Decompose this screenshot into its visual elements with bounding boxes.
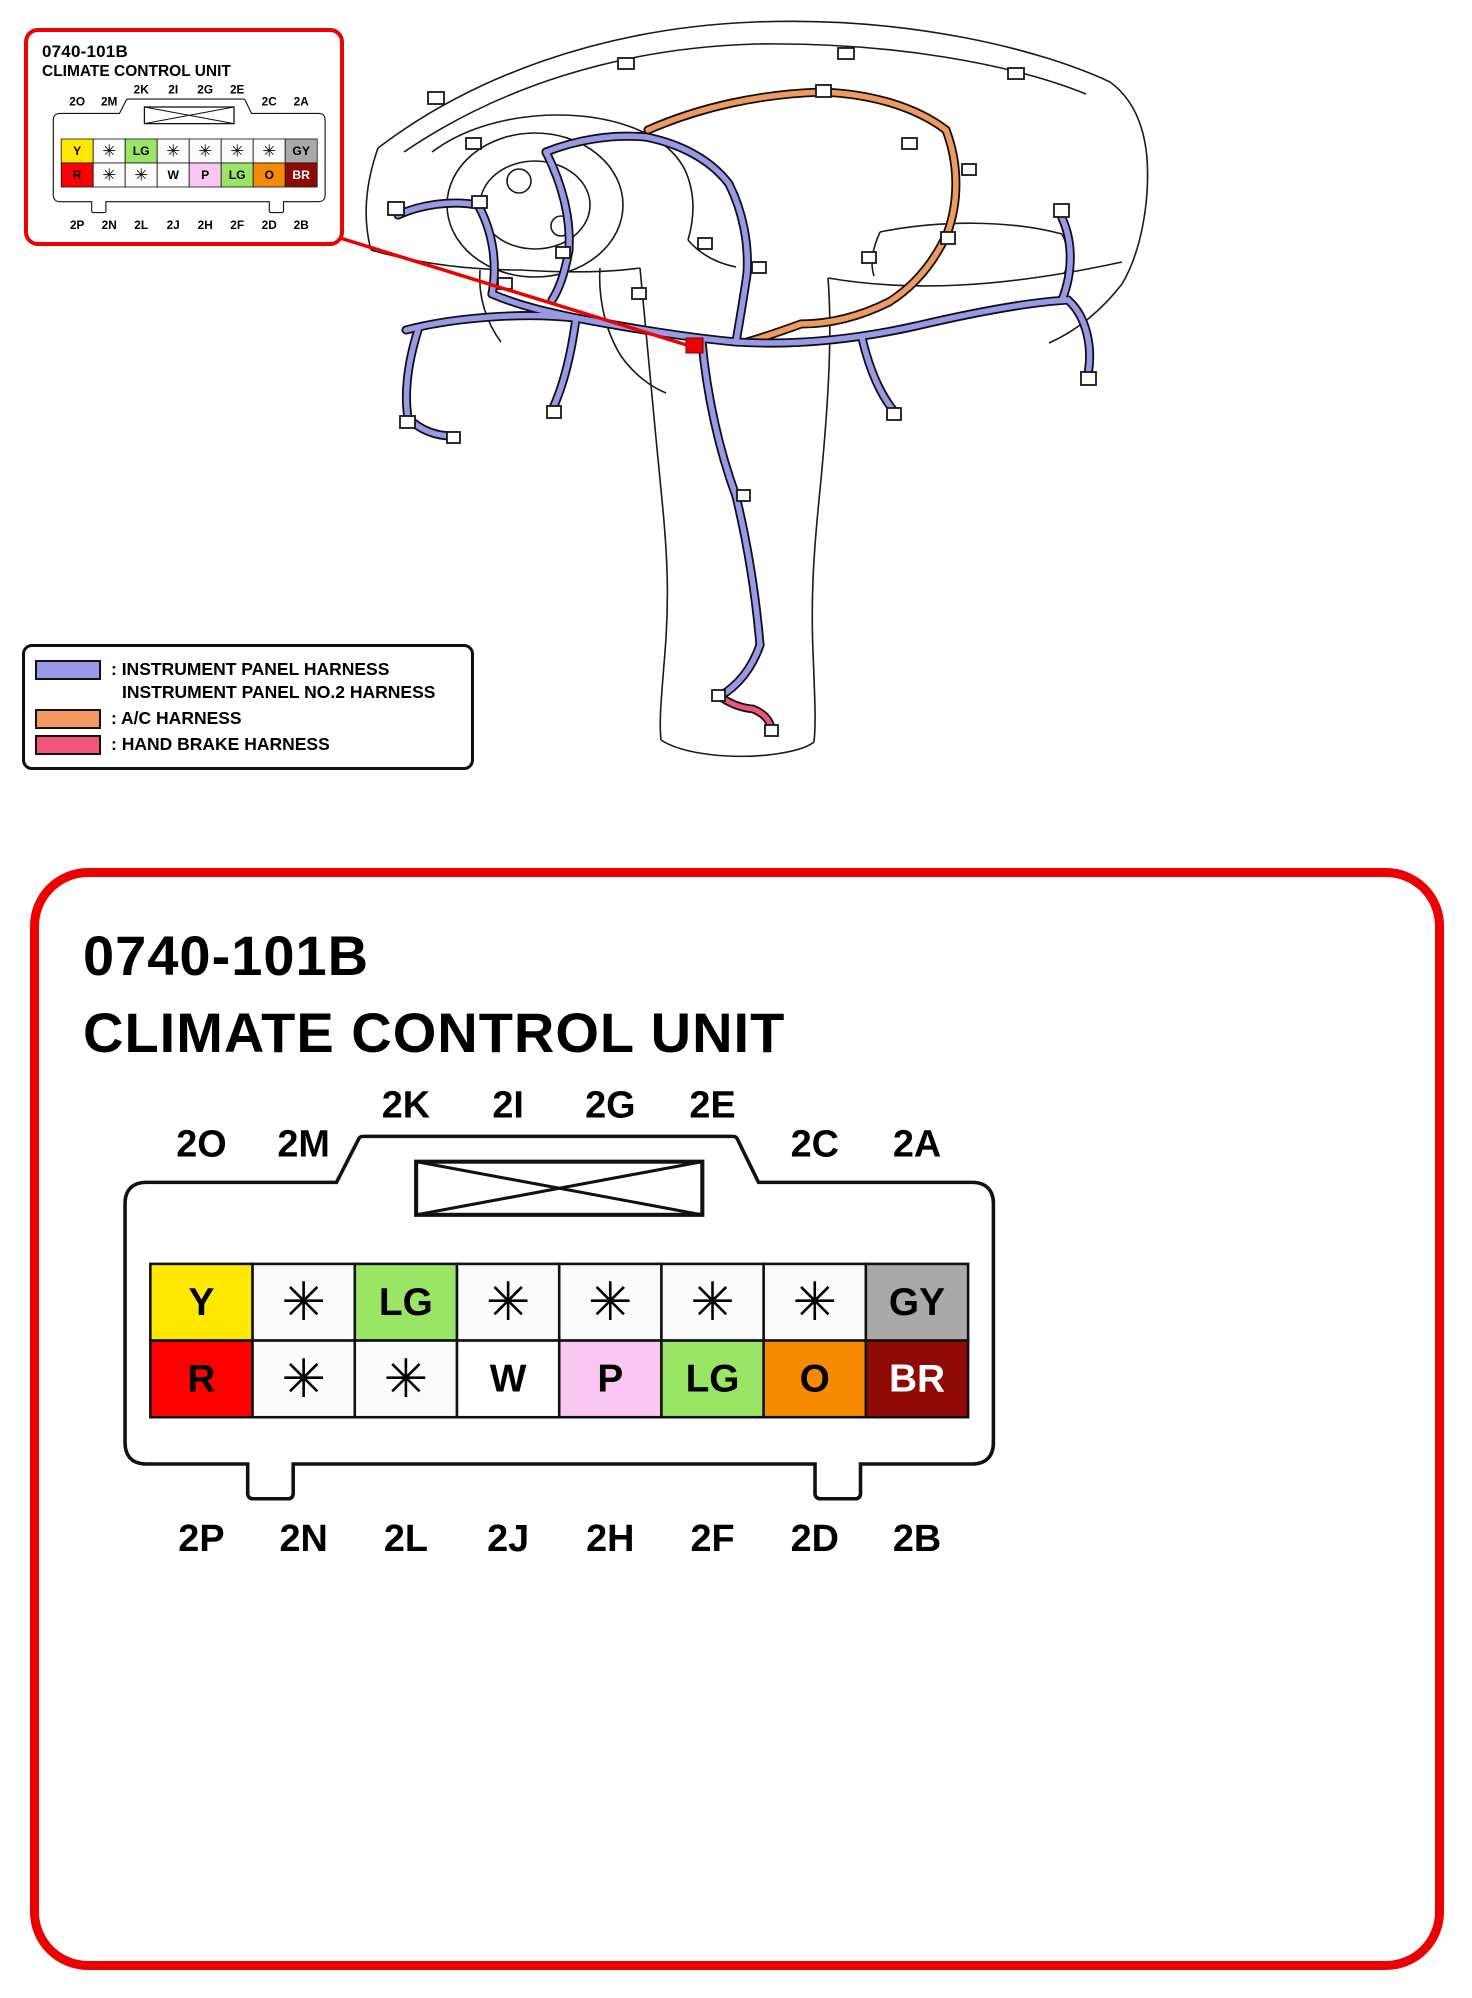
pin-label-top: 2C xyxy=(790,1123,839,1166)
pin-label-top: 2O xyxy=(176,1123,227,1166)
legend-item xyxy=(35,707,461,730)
pin-label-bottom: 2L xyxy=(134,217,149,232)
pin-label-top: 2I xyxy=(492,1085,524,1127)
pin-cell-label: ✳ xyxy=(134,165,149,185)
pin-label-top: 2E xyxy=(229,83,245,97)
pin-cell-label: O xyxy=(264,167,274,182)
pin-cell-label: LG xyxy=(685,1357,740,1401)
pin-label-bottom: 2H xyxy=(197,217,213,232)
legend-label: : INSTRUMENT PANEL HARNESS xyxy=(111,659,390,679)
pin-cell-label: R xyxy=(187,1357,216,1401)
pin-cell-label: Y xyxy=(73,143,82,158)
callout-connector-box xyxy=(24,28,344,246)
ac-harness-paths-outline xyxy=(648,92,956,342)
pin-cell-label: ✳ xyxy=(588,1271,633,1334)
callout-leader-line xyxy=(340,238,690,346)
pin-label-top: 2I xyxy=(168,83,179,97)
pin-label-top: 2A xyxy=(892,1123,942,1166)
pin-cell-label: ✳ xyxy=(281,1347,326,1410)
pin-label-bottom: 2P xyxy=(69,217,85,232)
pin-cell-label: O xyxy=(799,1357,830,1401)
instrument-panel-harness-paths xyxy=(398,136,1090,696)
pin-cell-label: ✳ xyxy=(166,141,181,161)
instrument-panel-harness-paths-outline xyxy=(398,136,1090,696)
pin-cell-label: P xyxy=(597,1357,624,1401)
connector-markers xyxy=(388,48,1096,736)
pin-cell-label: LG xyxy=(378,1280,433,1324)
legend-swatch xyxy=(35,660,101,680)
pin-label-bottom: 2P xyxy=(178,1518,225,1561)
pin-cell-label: ✳ xyxy=(690,1271,735,1334)
pin-label-bottom: 2N xyxy=(101,217,117,232)
pin-label-top: 2K xyxy=(133,83,149,97)
connector-pinout-diagram xyxy=(89,1085,1009,1565)
pin-label-bottom: 2D xyxy=(790,1518,839,1561)
pin-label-top: 2M xyxy=(100,94,118,109)
legend-item xyxy=(35,658,461,704)
legend-label: : HAND BRAKE HARNESS xyxy=(111,734,330,754)
pin-label-bottom: 2D xyxy=(261,217,277,232)
pin-label-bottom: 2B xyxy=(293,217,309,232)
pin-cell-label: BR xyxy=(888,1357,946,1401)
pin-label-top: 2G xyxy=(585,1085,636,1127)
pin-label-top: 2A xyxy=(293,94,309,109)
pin-label-top: 2G xyxy=(197,83,214,97)
pin-label-top: 2E xyxy=(689,1085,736,1127)
pin-cell-label: BR xyxy=(292,167,310,182)
pin-label-bottom: 2F xyxy=(690,1518,735,1561)
pin-label-bottom: 2H xyxy=(586,1518,635,1561)
pin-cell-label: ✳ xyxy=(792,1271,838,1334)
connector-highlight-marker xyxy=(686,338,703,353)
pin-cell-label: GY xyxy=(888,1280,946,1324)
pin-cell-label: ✳ xyxy=(281,1271,326,1334)
legend-label: INSTRUMENT PANEL NO.2 HARNESS xyxy=(122,682,436,702)
callout-connector-code: 0740-101B xyxy=(42,42,128,61)
dashboard-outline xyxy=(366,21,1147,756)
pin-cell-label: ✳ xyxy=(230,141,245,161)
pin-label-bottom: 2J xyxy=(166,217,180,232)
pin-cell-label: LG xyxy=(132,143,150,158)
pin-label-bottom: 2B xyxy=(892,1518,942,1561)
pin-label-top: 2O xyxy=(69,94,86,109)
pin-cell-label: ✳ xyxy=(102,141,117,161)
connector-code: 0740-101B xyxy=(83,924,370,987)
pin-label-bottom: 2N xyxy=(279,1518,328,1561)
pin-label-top: 2M xyxy=(277,1123,330,1166)
pin-label-top: 2K xyxy=(381,1085,431,1127)
pin-cell-label: ✳ xyxy=(102,165,117,185)
pin-cell-label: W xyxy=(167,167,179,182)
connector-title: CLIMATE CONTROL UNIT xyxy=(83,1001,786,1064)
pin-label-top: 2C xyxy=(261,94,277,109)
harness-legend xyxy=(22,644,474,770)
legend-swatch xyxy=(35,735,101,755)
legend-label: : A/C HARNESS xyxy=(111,708,242,728)
pin-cell-label: Y xyxy=(188,1280,215,1324)
legend-swatch xyxy=(35,709,101,729)
pin-cell-label: ✳ xyxy=(485,1271,531,1334)
connector-pinout-diagram-mini xyxy=(42,83,330,233)
pin-cell-label: LG xyxy=(228,167,246,182)
callout-connector-title: CLIMATE CONTROL UNIT xyxy=(42,63,231,80)
pin-label-bottom: 2F xyxy=(230,217,245,232)
pin-cell-label: ✳ xyxy=(262,141,277,161)
pin-cell-label: ✳ xyxy=(383,1347,429,1410)
legend-item xyxy=(35,733,461,756)
pin-label-bottom: 2J xyxy=(487,1518,530,1561)
pin-label-bottom: 2L xyxy=(383,1518,428,1561)
pin-cell-label: ✳ xyxy=(198,141,213,161)
hand-brake-harness-paths-outline xyxy=(719,696,771,727)
pin-cell-label: GY xyxy=(292,143,310,158)
pin-cell-label: W xyxy=(489,1357,527,1401)
pin-cell-label: P xyxy=(201,167,210,182)
hand-brake-harness-paths xyxy=(719,696,771,727)
connector-detail-box xyxy=(30,868,1444,1970)
pin-cell-label: R xyxy=(72,167,82,182)
ac-harness-paths xyxy=(648,92,956,342)
